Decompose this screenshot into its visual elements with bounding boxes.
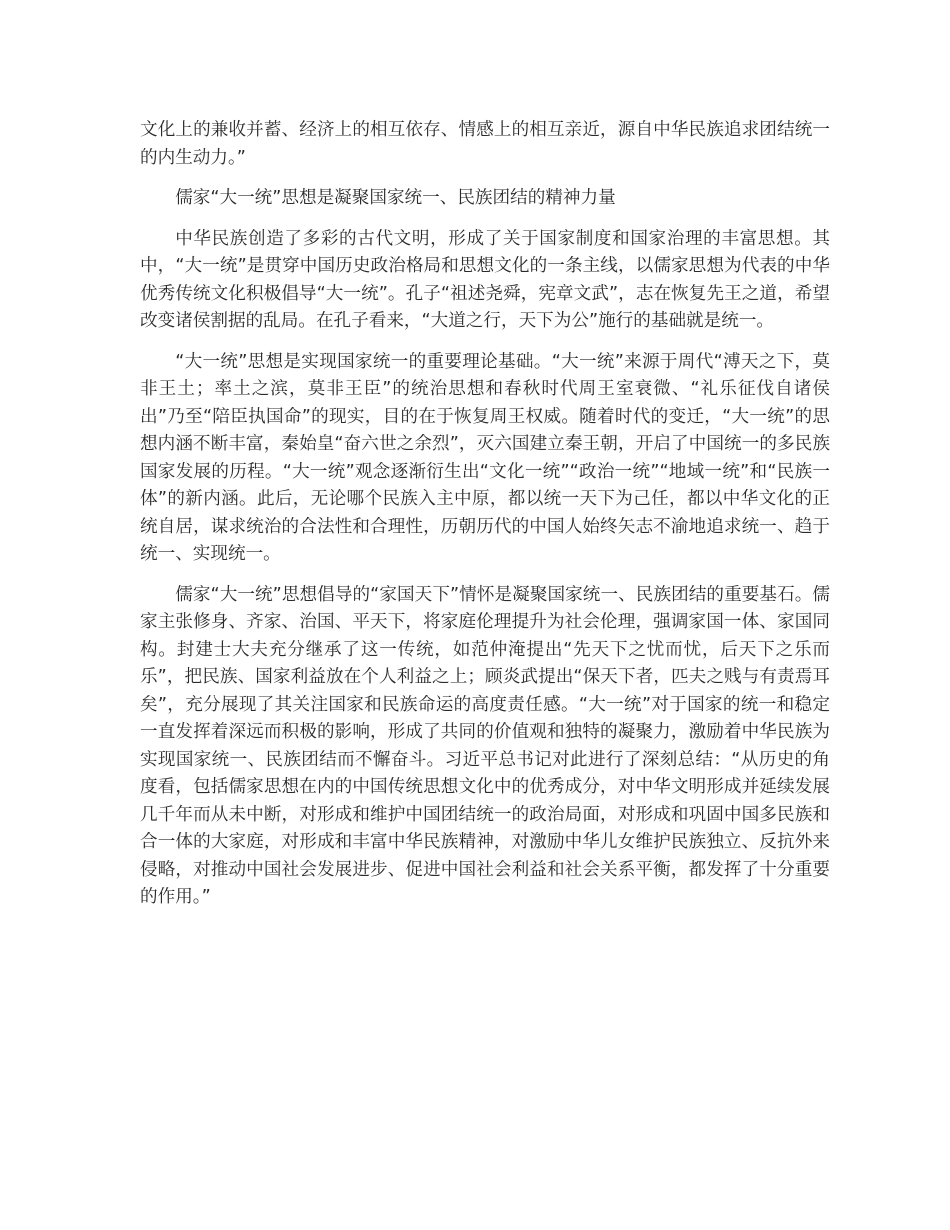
section-heading: 儒家“大一统”思想是凝聚国家统一、民族团结的精神力量 [175,188,616,208]
paragraph: “大一统”思想是实现国家统一的重要理论基础。“大一统”来源于周代“溥天之下，莫非王土；率土之滨，莫非王臣”的统治思想和春秋时代周王室衰微、“礼乐征伐自诸侯出”乃至“陪臣执国命”的现实，目的在于恢复周王权威。随着时代的变迁，“大一统”的思想内涵不断丰富，秦始皇“奋六世之余烈”，灭六国建立秦王朝，开启了中国统一的多民族国家发展的历程。“大一统”观念逐渐衍生出“文化一统”“政治一统”“地域一统”和“民族一体”的新内涵。此后，无论哪个民族入主中原，都以统一天下为己任，都以中华文化的正统自居，谋求统治的合法性和合理性，历朝历代的中国人始终矢志不渝地追求统一、趋于统一、实现统一。 [140,351,830,564]
paragraph-continuation: 文化上的兼收并蓄、经济上的相互依存、情感上的相互亲近，源自中华民族追求团结统一的内生动力。” [140,120,830,168]
document-body [140,117,830,925]
paragraph: 儒家“大一统”思想倡导的“家国天下”情怀是凝聚国家统一、民族团结的重要基石。儒家主张修身、齐家、治国、平天下，将家庭伦理提升为社会伦理，强调家国一体、家国同构。封建士大夫充分继承了这一传统，如范仲淹提出“先天下之忧而忧，后天下之乐而乐”，把民族、国家利益放在个人利益之上；顾炎武提出“保天下者，匹夫之贱与有责焉耳矣”，充分展现了其关注国家和民族命运的高度责任感。“大一统”对于国家的统一和稳定一直发挥着深远而积极的影响，形成了共同的价值观和独特的凝聚力，激励着中华民族为实现国家统一、民族团结而不懈奋斗。习近平总书记对此进行了深刻总结：“从历史的角度看，包括儒家思想在内的中国传统思想文化中的优秀成分，对中华文明形成并延续发展几千年而从未中断，对形成和维护中国团结统一的政治局面，对形成和巩固中国多民族和合一体的大家庭，对形成和丰富中华民族精神，对激励中华儿女维护民族独立、反抗外来侵略，对推动中国社会发展进步、促进中国社会利益和社会关系平衡，都发挥了十分重要的作用。” [140,584,830,907]
paragraph: 中华民族创造了多彩的古代文明，形成了关于国家制度和国家治理的丰富思想。其中，“大一统”是贯穿中国历史政治格局和思想文化的一条主线，以儒家思想为代表的中华优秀传统文化积极倡导“大一统”。孔子“祖述尧舜，宪章文武”，志在恢复先王之道，希望改变诸侯割据的乱局。在孔子看来，“大道之行，天下为公”施行的基础就是统一。 [140,228,830,331]
